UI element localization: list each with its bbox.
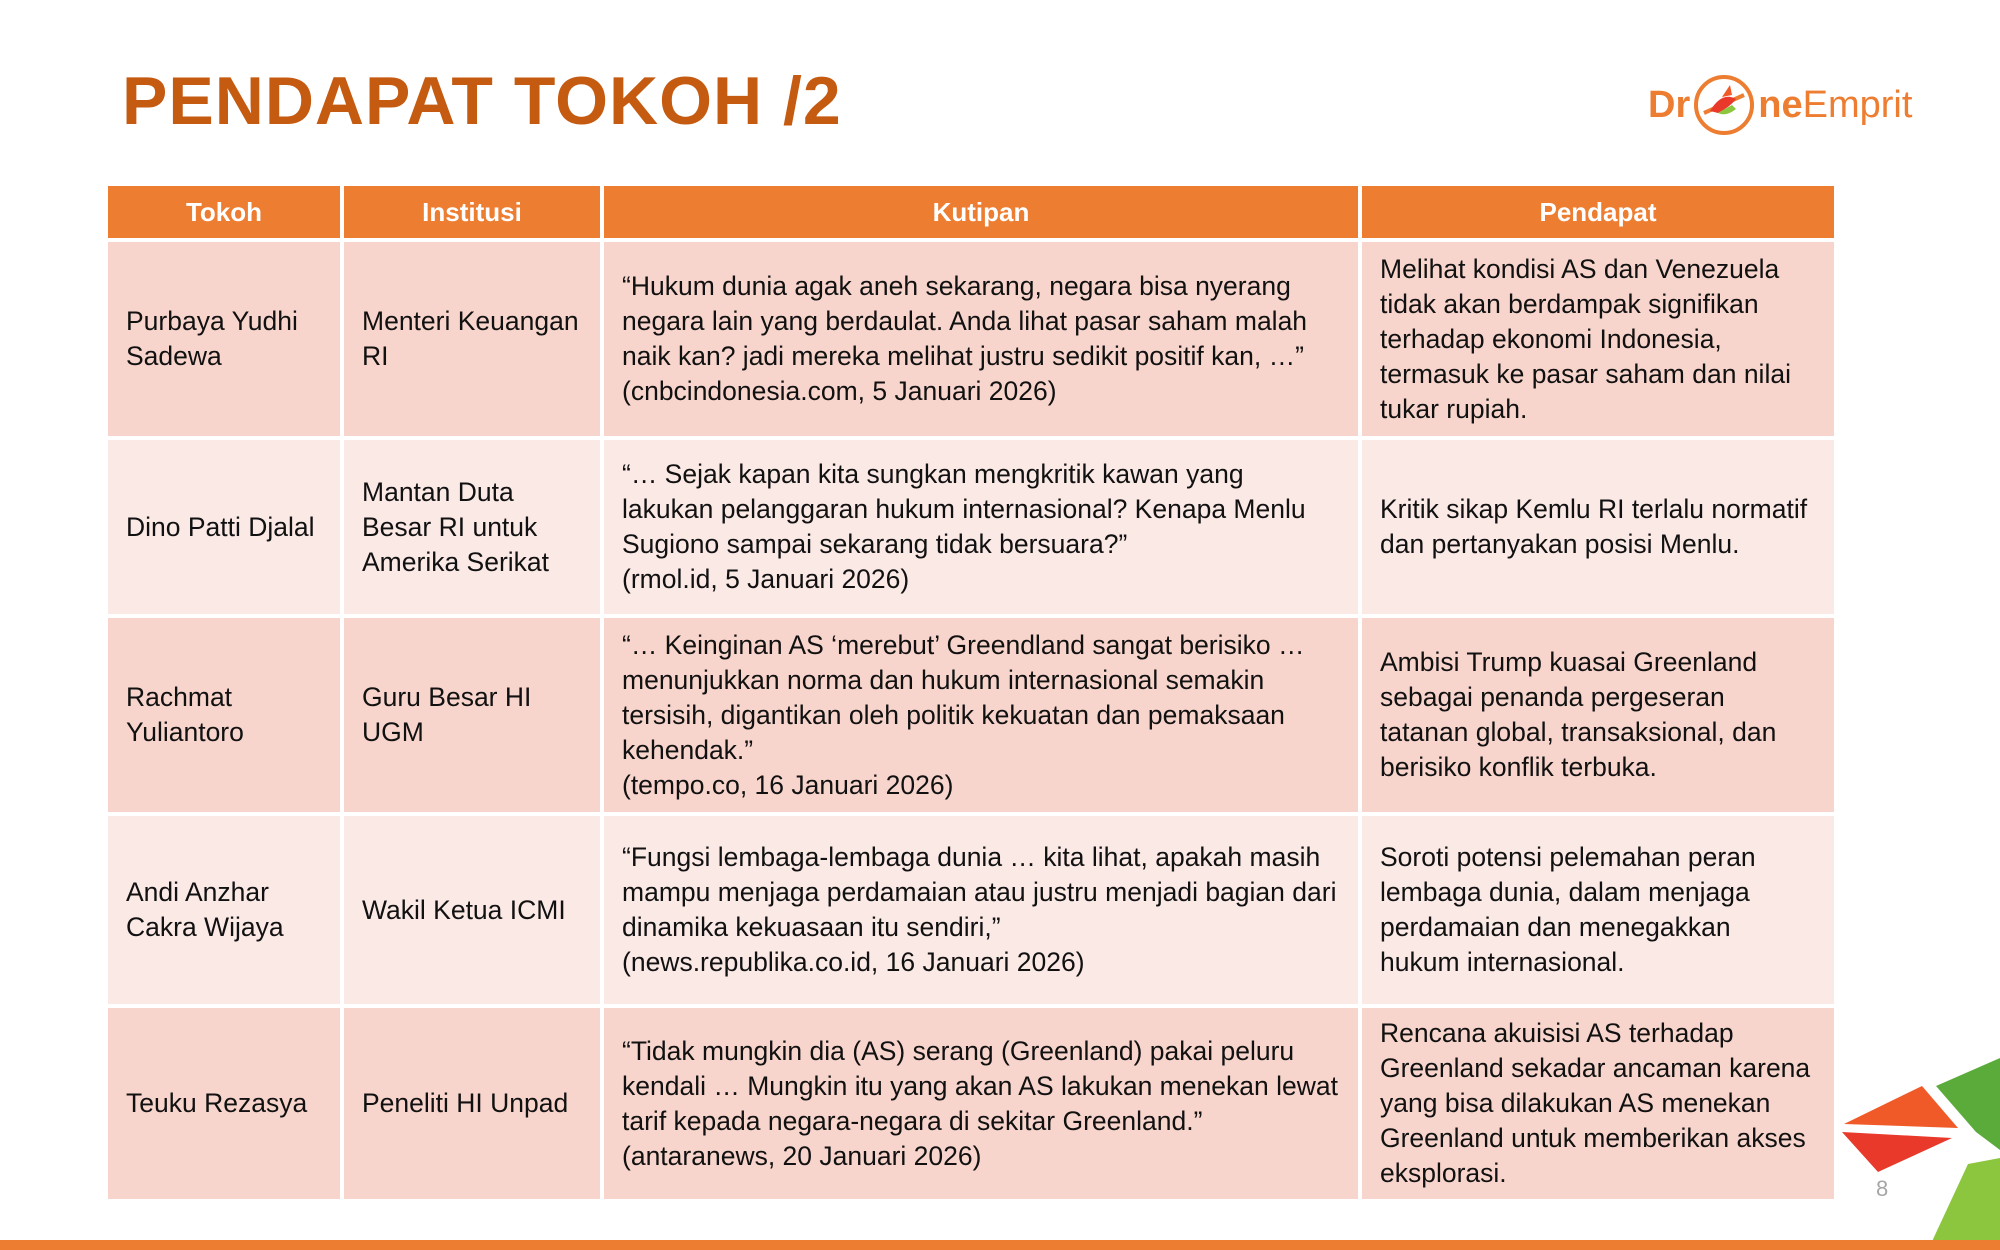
header-pendapat: Pendapat xyxy=(1360,184,1836,240)
cell-tokoh: Dino Patti Djalal xyxy=(106,438,342,616)
opinion-table xyxy=(104,182,1838,1203)
table-header-row xyxy=(106,184,1836,240)
cell-kutipan xyxy=(602,814,1360,1006)
cell-tokoh: Purbaya Yudhi Sadewa xyxy=(106,240,342,438)
cell-kutipan xyxy=(602,616,1360,814)
cell-institusi: Mantan Duta Besar RI untuk Amerika Serikat xyxy=(342,438,602,616)
drone-emprit-logo xyxy=(1648,70,1912,140)
table-row xyxy=(106,616,1836,814)
quote-source: (cnbcindonesia.com, 5 Januari 2026) xyxy=(622,376,1057,406)
cell-pendapat: Soroti potensi pelemahan peran lembaga dunia, dalam menjaga perdamaian dan menegakkan hukum internasional. xyxy=(1360,814,1836,1006)
cell-institusi: Guru Besar HI UGM xyxy=(342,616,602,814)
header-tokoh: Tokoh xyxy=(106,184,342,240)
cell-tokoh: Teuku Rezasya xyxy=(106,1006,342,1201)
quote-text: “Hukum dunia agak aneh sekarang, negara bisa nyerang negara lain yang berdaulat. Anda lihat pasar saham malah naik kan? jadi mereka melihat justru sedikit positif kan, …” xyxy=(622,271,1308,371)
quote-source: (antaranews, 20 Januari 2026) xyxy=(622,1140,982,1171)
cell-pendapat: Ambisi Trump kuasai Greenland sebagai penanda pergeseran tatanan global, transaksional, dan berisiko konflik terbuka. xyxy=(1360,616,1836,814)
cell-tokoh: Andi Anzhar Cakra Wijaya xyxy=(106,814,342,1006)
quote-text: “… Sejak kapan kita sungkan mengkritik kawan yang lakukan pelanggaran hukum internasional? Kenapa Menlu Sugiono sampai sekarang tidak bersuara?” xyxy=(622,459,1306,559)
cell-kutipan xyxy=(602,240,1360,438)
logo-text-emprit: Emprit xyxy=(1802,83,1913,126)
header-kutipan: Kutipan xyxy=(602,184,1360,240)
quote-text: “… Keinginan AS ‘merebut’ Greendland sangat berisiko … menunjukkan norma dan hukum internasional semakin tersisih, digantikan oleh politik kekuatan dan pemaksaan kehendak.” xyxy=(622,629,1305,765)
cell-kutipan xyxy=(602,1006,1360,1201)
table-row xyxy=(106,240,1836,438)
cell-institusi: Peneliti HI Unpad xyxy=(342,1006,602,1201)
drone-bird-icon xyxy=(1692,73,1756,137)
table-row xyxy=(106,1006,1836,1201)
quote-source: (rmol.id, 5 Januari 2026) xyxy=(622,564,910,594)
cell-pendapat: Kritik sikap Kemlu RI terlalu normatif dan pertanyakan posisi Menlu. xyxy=(1360,438,1836,616)
cell-tokoh: Rachmat Yuliantoro xyxy=(106,616,342,814)
quote-source: (tempo.co, 16 Januari 2026) xyxy=(622,769,954,800)
page-title: PENDAPAT TOKOH /2 xyxy=(122,63,842,139)
logo-text-ne: ne xyxy=(1758,83,1803,126)
cell-pendapat: Melihat kondisi AS dan Venezuela tidak akan berdampak signifikan terhadap ekonomi Indonesia, termasuk ke pasar saham dan nilai tukar rupiah. xyxy=(1360,240,1836,438)
table-row xyxy=(106,814,1836,1006)
cell-institusi: Wakil Ketua ICMI xyxy=(342,814,602,1006)
quote-text: “Fungsi lembaga-lembaga dunia … kita lihat, apakah masih mampu menjaga perdamaian atau justru menjadi bagian dari dinamika kekuasaan itu sendiri,” xyxy=(622,842,1337,942)
cell-pendapat: Rencana akuisisi AS terhadap Greenland sekadar ancaman karena yang bisa dilakukan AS menekan Greenland untuk memberikan akses eksplorasi. xyxy=(1360,1006,1836,1201)
quote-text: “Tidak mungkin dia (AS) serang (Greenland) pakai peluru kendali … Mungkin itu yang akan AS lakukan menekan lewat tarif kepada negara-negara di sekitar Greenland.” xyxy=(622,1035,1338,1136)
footer-bar xyxy=(0,1240,2000,1250)
cell-institusi: Menteri Keuangan RI xyxy=(342,240,602,438)
logo-text-dr: Dr xyxy=(1648,83,1691,126)
header-institusi: Institusi xyxy=(342,184,602,240)
page-number: 8 xyxy=(1876,1176,1889,1201)
cell-kutipan xyxy=(602,438,1360,616)
quote-source: (news.republika.co.id, 16 Januari 2026) xyxy=(622,947,1085,977)
table-row xyxy=(106,438,1836,616)
corner-decoration xyxy=(1840,1040,2000,1250)
